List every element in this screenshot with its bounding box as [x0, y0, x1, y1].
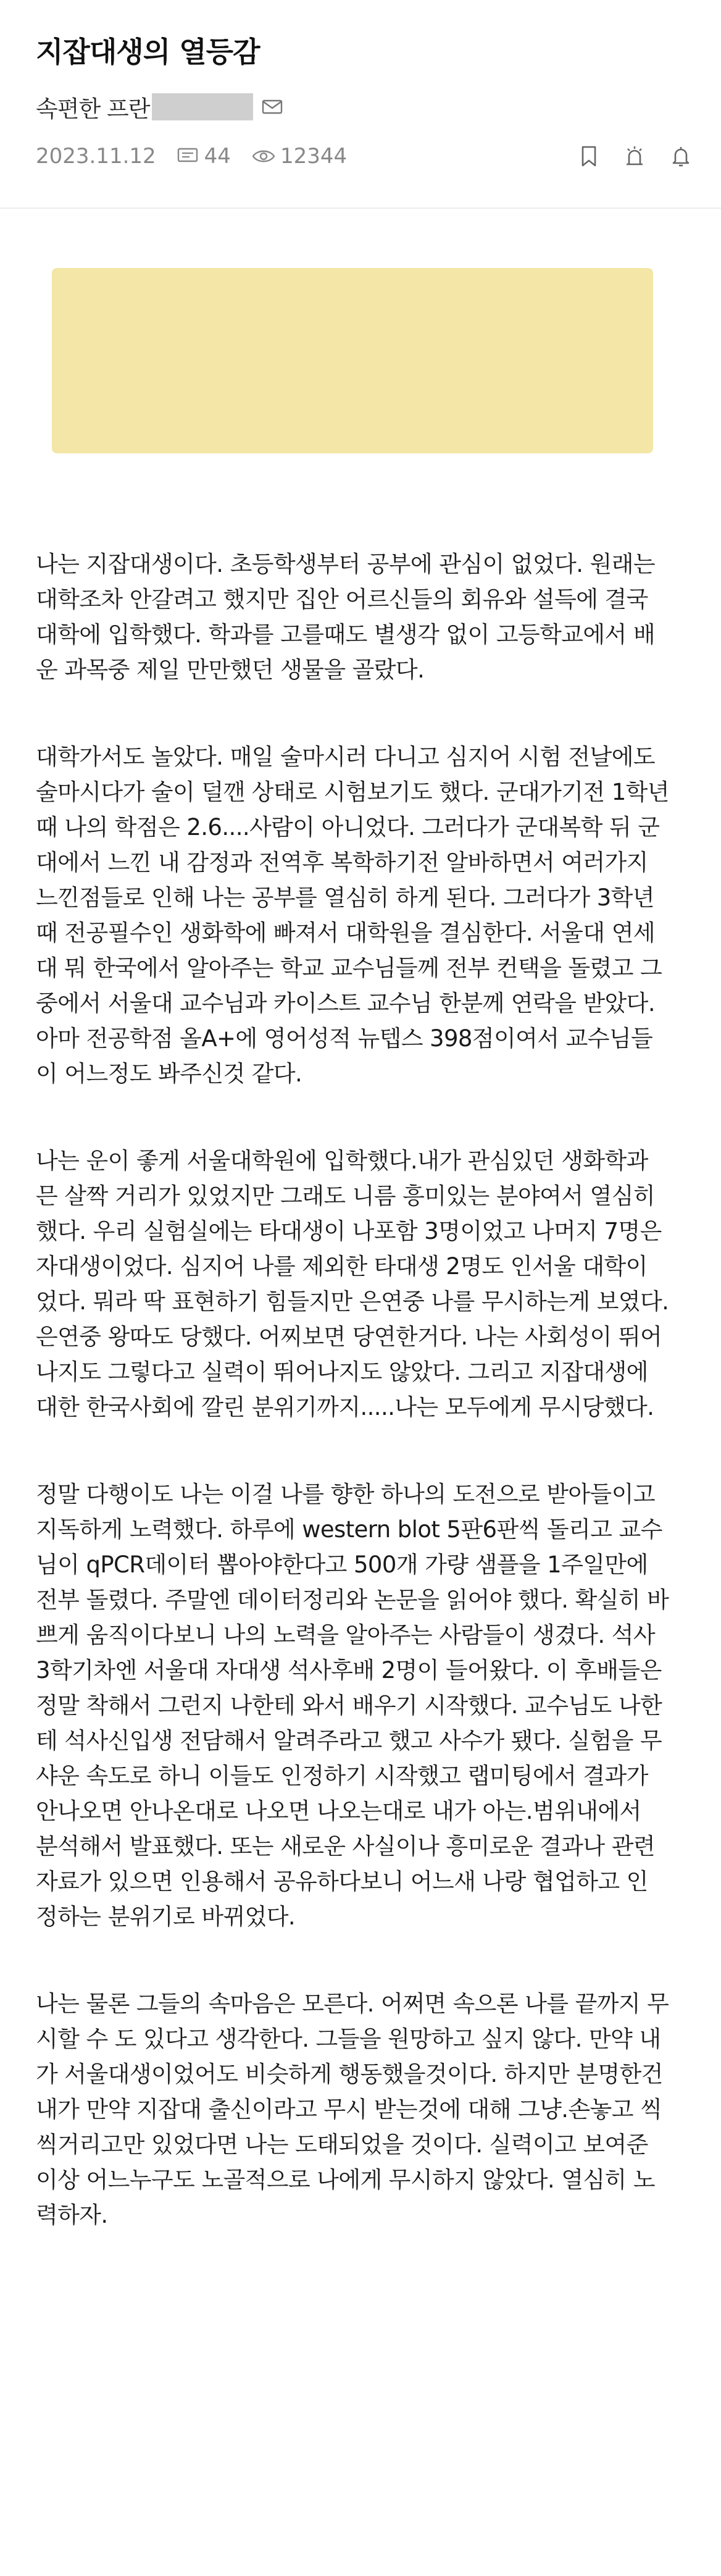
- text-line: 때 전공필수인 생화학에 빠져서 대학원을 결심한다. 서울대 연세: [36, 920, 655, 946]
- text-line: 중에서 서울대 교수님과 카이스트 교수님 한분께 연락을 받았다.: [36, 990, 655, 1017]
- paragraph: [36, 739, 690, 1091]
- bell-icon: [672, 145, 690, 167]
- eye-icon: [252, 148, 275, 165]
- view-count: [252, 144, 347, 169]
- comment-count[interactable]: [177, 144, 231, 169]
- text-line: 나는 지잡대생이다. 초등학생부터 공부에 관심이 없었다. 원래는: [36, 551, 655, 577]
- text-line: 님이 qPCR데이터 뽑아야한다고 500개 가량 샘플을 1주일만에: [36, 1551, 648, 1578]
- header-divider: [0, 208, 721, 209]
- text-line: 었다. 뭐라 딱 표현하기 힘들지만 은연중 나를 무시하는게 보였다.: [36, 1288, 669, 1315]
- view-count-value: 12344: [280, 144, 348, 169]
- text-line: 은연중 왕따도 당했다. 어찌보면 당연한거다. 나는 사회성이 뛰어: [36, 1324, 662, 1350]
- comment-icon: [177, 147, 199, 166]
- bookmark-button[interactable]: [580, 145, 598, 167]
- text-line: 느낀점들로 인해 나는 공부를 열심히 하게 된다. 그러다가 3학년: [36, 884, 654, 911]
- text-line: 테 석사신입생 전담해서 알려주라고 했고 사수가 됐다. 실험을 무: [36, 1727, 662, 1754]
- post-title: 지잡대생의 열등감: [36, 35, 260, 69]
- text-line: 운 과목중 제일 만만했던 생물을 골랐다.: [36, 657, 425, 683]
- text-line: 자대생이었다. 심지어 나를 제외한 타대생 2명도 인서울 대학이: [36, 1253, 648, 1280]
- post-body: [36, 547, 690, 2284]
- text-line: 분석해서 발표했다. 또는 새로운 사실이나 흥미로운 결과나 관련: [36, 1833, 655, 1860]
- notification-button[interactable]: [672, 145, 690, 167]
- text-line: 전부 돌렸다. 주말엔 데이터정리와 논문을 읽어야 했다. 확실히 바: [36, 1587, 669, 1613]
- text-line: 3학기차엔 서울대 자대생 석사후배 2명이 들어왔다. 이 후배들은: [36, 1657, 662, 1684]
- paragraph: [36, 1986, 690, 2233]
- text-line: 때 나의 학점은 2.6....사람이 아니었다. 그러다가 군대복학 뒤 군: [36, 814, 660, 841]
- text-line: 정말 착해서 그런지 나한테 와서 배우기 시작했다. 교수님도 나한: [36, 1692, 662, 1719]
- comment-count-value: 44: [204, 144, 231, 169]
- text-line: 자료가 있으면 인용해서 공유하다보니 어느새 나랑 협업하고 인: [36, 1868, 648, 1895]
- text-line: 대에서 느낀 내 감정과 전역후 복학하기전 알바하면서 여러가지: [36, 849, 648, 876]
- text-line: 씩거리고만 있었다면 나는 도태되었을 것이다. 실력이고 보여준: [36, 2131, 648, 2158]
- author-name[interactable]: 속편한 프란: [36, 96, 150, 122]
- text-line: 나는 물론 그들의 속마음은 모른다. 어쩌면 속으론 나를 끝까지 무: [36, 1991, 669, 2017]
- text-line: 대학조차 안갈려고 했지만 집안 어르신들의 회유와 설득에 결국: [36, 586, 648, 613]
- report-button[interactable]: [625, 145, 644, 167]
- text-line: 이 어느정도 봐주신것 같다.: [36, 1060, 302, 1087]
- post-actions: [553, 142, 690, 170]
- text-line: 대학가서도 놀았다. 매일 술마시러 다니고 심지어 시험 전날에도: [36, 744, 655, 770]
- text-line: 대한 한국사회에 깔린 분위기까지.....나는 모두에게 무시당했다.: [36, 1394, 654, 1420]
- text-line: 대학에 입학했다. 학과를 고를때도 별생각 없이 고등학교에서 배: [36, 621, 655, 648]
- text-line: 시할 수 도 있다고 생각한다. 그들을 원망하고 싶지 않다. 만약 내: [36, 2026, 661, 2052]
- siren-icon: [625, 145, 644, 167]
- text-line: 했다. 우리 실험실에는 타대생이 나포함 3명이었고 나머지 7명은: [36, 1218, 662, 1244]
- text-line: 믄 살짝 거리가 있었지만 그래도 니름 흥미있는 분야여서 열심히: [36, 1183, 655, 1209]
- text-line: 정말 다행이도 나는 이걸 나를 향한 하나의 도전으로 받아들이고: [36, 1481, 655, 1508]
- text-line: 내가 만약 지잡대 출신이라고 무시 받는것에 대해 그냥.손놓고 씩: [36, 2096, 662, 2123]
- text-line: 정하는 분위기로 바뀌었다.: [36, 1903, 296, 1930]
- mail-icon[interactable]: [262, 99, 283, 115]
- bookmark-icon: [580, 145, 598, 167]
- paragraph: [36, 1143, 690, 1425]
- author-row: [36, 91, 283, 122]
- text-line: 나는 운이 좋게 서울대학원에 입학했다.내가 관심있던 생화학과: [36, 1147, 648, 1174]
- ad-banner[interactable]: [52, 268, 653, 453]
- text-line: 력하자.: [36, 2202, 108, 2228]
- text-line: 안나오면 안나온대로 나오면 나오는대로 내가 아는.범위내에서: [36, 1798, 641, 1824]
- text-line: 지독하게 노력했다. 하루에 western blot 5판6판씩 돌리고 교수: [36, 1516, 662, 1543]
- paragraph: [36, 547, 690, 687]
- text-line: 술마시다가 술이 덜깬 상태로 시험보기도 했다. 군대가기전 1학년: [36, 779, 669, 805]
- text-line: 나지도 그렇다고 실력이 뛰어나지도 않았다. 그리고 지잡대생에: [36, 1359, 648, 1385]
- text-line: 이상 어느누구도 노골적으로 나에게 무시하지 않았다. 열심히 노: [36, 2167, 655, 2193]
- text-line: 가 서울대생이었어도 비슷하게 행동했을것이다. 하지만 분명한건: [36, 2061, 663, 2087]
- text-line: 아마 전공학점 올A+에 영어성적 뉴텝스 398점이여서 교수님들: [36, 1025, 653, 1052]
- text-line: 샤운 속도로 하니 이들도 인정하기 시작했고 랩미팅에서 결과가: [36, 1763, 648, 1789]
- author-name-redaction: [152, 93, 253, 120]
- text-line: 대 뭐 한국에서 알아주는 학교 교수님들께 전부 컨택을 돌렸고 그: [36, 955, 662, 981]
- post-meta: [36, 141, 347, 172]
- text-line: 쁘게 움직이다보니 나의 노력을 알아주는 사람들이 생겼다. 석사: [36, 1622, 655, 1648]
- paragraph: [36, 1477, 690, 1934]
- post-date: 2023.11.12: [36, 144, 156, 169]
